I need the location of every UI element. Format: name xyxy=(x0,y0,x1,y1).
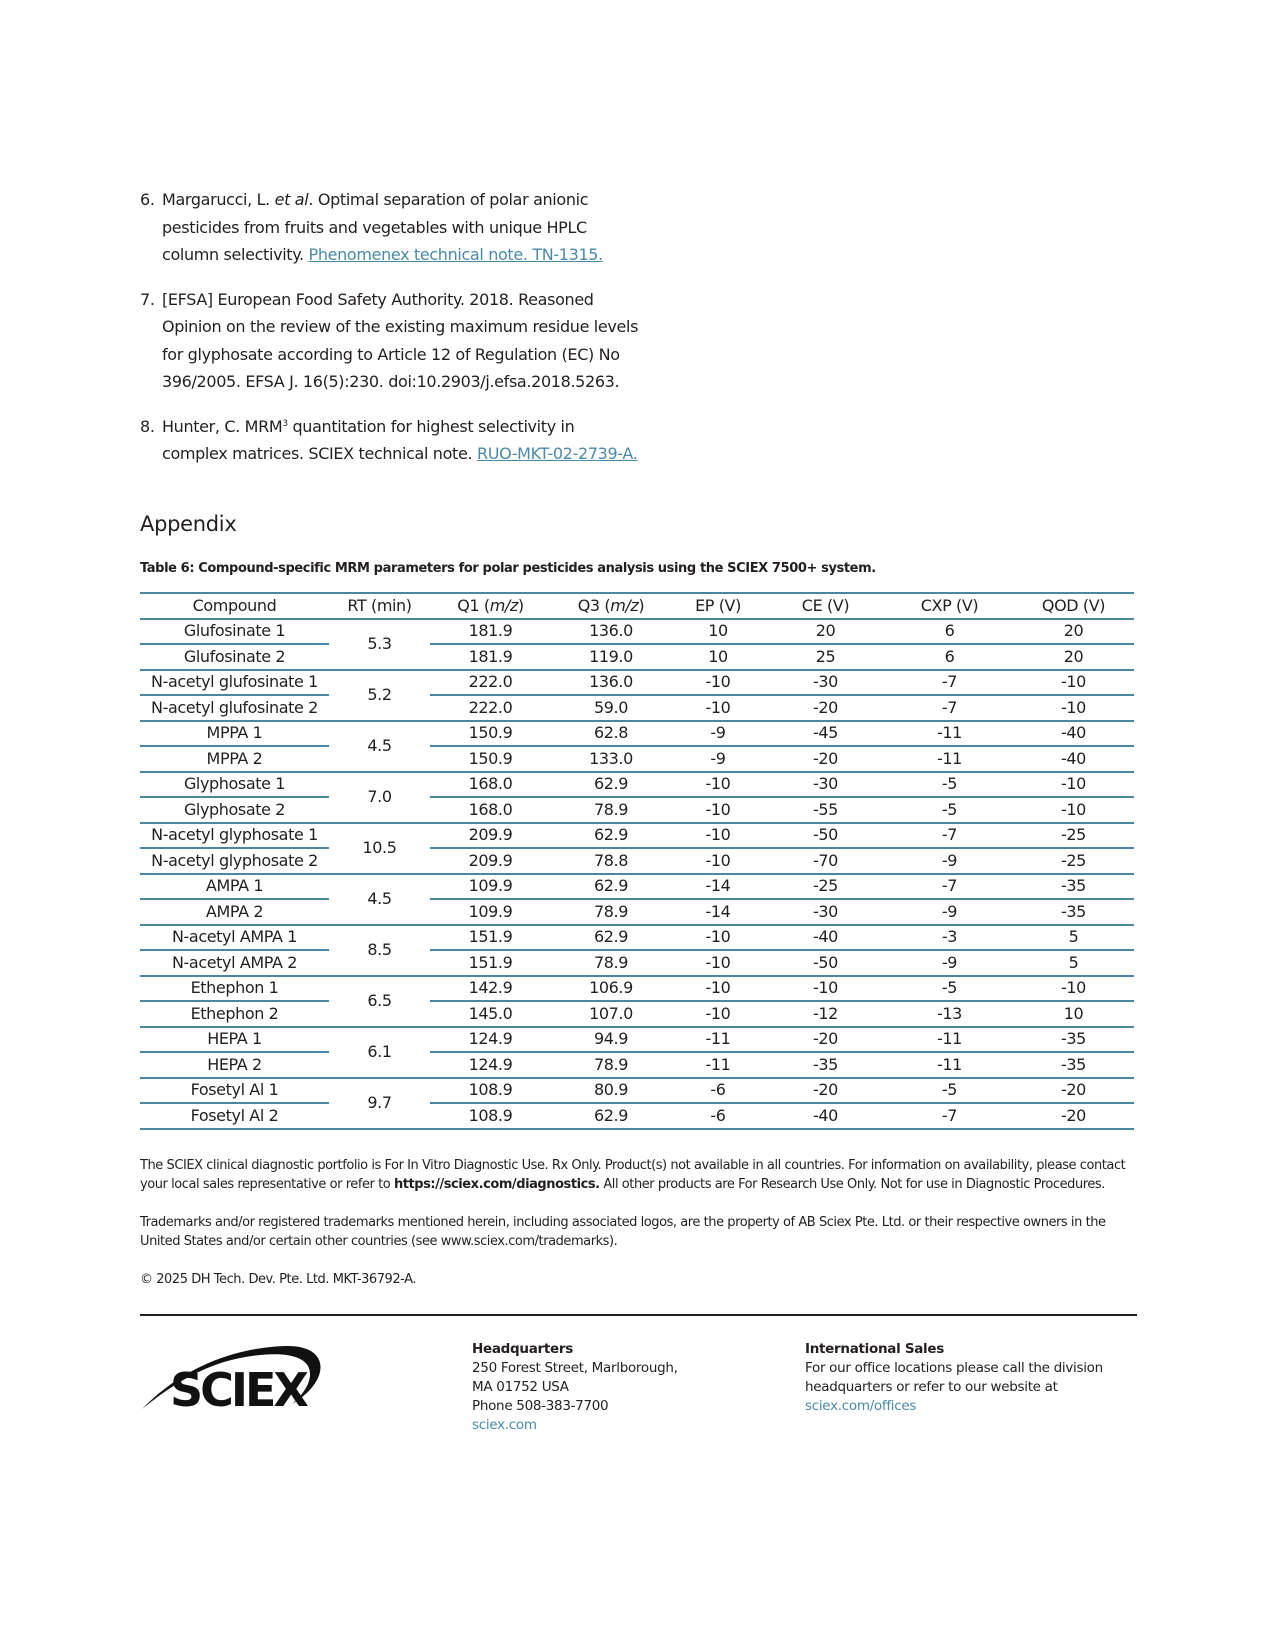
cell-compound: Fosetyl Al 1 xyxy=(140,1078,329,1104)
cell-cxp: -11 xyxy=(886,746,1013,772)
copyright-notice: © 2025 DH Tech. Dev. Pte. Ltd. MKT-36792-A. xyxy=(140,1272,417,1287)
cell-compound: Ethephon 2 xyxy=(140,1001,329,1027)
cell-ce: -25 xyxy=(765,874,886,900)
cell-q3: 62.8 xyxy=(551,721,671,747)
cell-ce: -30 xyxy=(765,899,886,925)
cell-q3: 62.9 xyxy=(551,772,671,798)
cell-q1: 109.9 xyxy=(430,874,551,900)
cell-ep: -11 xyxy=(671,1027,765,1053)
table-row xyxy=(140,925,1134,951)
international-sales-line1: For our office locations please call the division xyxy=(805,1360,1103,1376)
cell-cxp: -7 xyxy=(886,670,1013,696)
reference-number: 8. xyxy=(140,416,155,436)
cell-qod: -10 xyxy=(1013,797,1134,823)
cell-rt: 5.3 xyxy=(329,619,430,670)
cell-ep: -10 xyxy=(671,670,765,696)
cell-q3: 62.9 xyxy=(551,874,671,900)
reference-number: 7. xyxy=(140,289,155,309)
cell-compound: AMPA 2 xyxy=(140,899,329,925)
cell-rt: 8.5 xyxy=(329,925,430,976)
reference-number: 6. xyxy=(140,190,155,209)
cell-cxp: -5 xyxy=(886,772,1013,798)
cell-compound: N-acetyl glyphosate 1 xyxy=(140,823,329,849)
international-sales-line2: headquarters or refer to our website at xyxy=(805,1379,1058,1395)
cell-q1: 151.9 xyxy=(430,925,551,951)
cell-qod: -20 xyxy=(1013,1078,1134,1104)
table-row xyxy=(140,976,1134,1002)
cell-cxp: -5 xyxy=(886,1078,1013,1104)
disclaimer-text: The SCIEX clinical diagnostic portfolio is For In Vitro Diagnostic Use. Rx Only. Product(s) not available in all countries. For information on availability, please contact your local sales representative or refer to xyxy=(140,1158,1126,1192)
cell-q3: 78.9 xyxy=(551,1052,671,1078)
cell-ep: -10 xyxy=(671,695,765,721)
cell-cxp: -5 xyxy=(886,976,1013,1002)
cell-ep: 10 xyxy=(671,644,765,670)
cell-q3: 94.9 xyxy=(551,1027,671,1053)
diagnostics-disclaimer xyxy=(140,1156,1140,1194)
headquarters-phone: Phone 508-383-7700 xyxy=(472,1398,609,1414)
reference-author: Margarucci, L. xyxy=(162,190,270,209)
cell-ce: -12 xyxy=(765,1001,886,1027)
mrm-parameters-table xyxy=(140,592,1134,1130)
cell-compound: HEPA 1 xyxy=(140,1027,329,1053)
table-row xyxy=(140,1027,1134,1053)
cell-cxp: -11 xyxy=(886,721,1013,747)
cell-qod: -10 xyxy=(1013,695,1134,721)
cell-q1: 222.0 xyxy=(430,695,551,721)
cell-q1: 209.9 xyxy=(430,848,551,874)
cell-q1: 145.0 xyxy=(430,1001,551,1027)
cell-ce: 20 xyxy=(765,619,886,645)
cell-cxp: -9 xyxy=(886,950,1013,976)
cell-ce: -50 xyxy=(765,950,886,976)
cell-cxp: -7 xyxy=(886,1103,1013,1129)
cell-qod: 20 xyxy=(1013,619,1134,645)
cell-qod: -10 xyxy=(1013,976,1134,1002)
disclaimer-text: All other products are For Research Use Only. Not for use in Diagnostic Procedures. xyxy=(599,1177,1105,1192)
cell-ce: -40 xyxy=(765,925,886,951)
cell-q1: 150.9 xyxy=(430,746,551,772)
cell-cxp: -3 xyxy=(886,925,1013,951)
cell-q3: 62.9 xyxy=(551,1103,671,1129)
column-header-cxp: CXP (V) xyxy=(886,593,1013,619)
table-body xyxy=(140,619,1134,1129)
cell-q3: 78.8 xyxy=(551,848,671,874)
cell-compound: N-acetyl glufosinate 2 xyxy=(140,695,329,721)
cell-rt: 6.5 xyxy=(329,976,430,1027)
cell-q3: 80.9 xyxy=(551,1078,671,1104)
cell-ce: -20 xyxy=(765,746,886,772)
cell-cxp: -7 xyxy=(886,823,1013,849)
cell-cxp: -13 xyxy=(886,1001,1013,1027)
cell-qod: 20 xyxy=(1013,644,1134,670)
cell-compound: N-acetyl AMPA 1 xyxy=(140,925,329,951)
cell-q1: 222.0 xyxy=(430,670,551,696)
table-row xyxy=(140,619,1134,645)
cell-ep: -10 xyxy=(671,925,765,951)
cell-rt: 9.7 xyxy=(329,1078,430,1129)
headquarters-address-line1: 250 Forest Street, Marlborough, xyxy=(472,1360,678,1376)
table-row xyxy=(140,695,1134,721)
cell-compound: N-acetyl AMPA 2 xyxy=(140,950,329,976)
cell-ce: -20 xyxy=(765,1027,886,1053)
cell-ce: -30 xyxy=(765,670,886,696)
cell-qod: -25 xyxy=(1013,823,1134,849)
cell-q1: 124.9 xyxy=(430,1052,551,1078)
table-row xyxy=(140,823,1134,849)
cell-q3: 133.0 xyxy=(551,746,671,772)
column-header-compound: Compound xyxy=(140,593,329,619)
reference-body: Hunter, C. MRM xyxy=(162,416,283,436)
cell-q1: 181.9 xyxy=(430,619,551,645)
cell-cxp: -11 xyxy=(886,1027,1013,1053)
reference-text: [EFSA] European Food Safety Authority. 2018. Reasoned Opinion on the review of the existing maximum residue levels for glyphosate according to Article 12 of Regulation (EC) No 396/2005. EFSA J. 16(5):230. doi:10.2903/j.efsa.2018.5263. xyxy=(162,289,639,391)
cell-q3: 59.0 xyxy=(551,695,671,721)
cell-rt: 6.1 xyxy=(329,1027,430,1078)
cell-qod: -40 xyxy=(1013,746,1134,772)
cell-compound: Glyphosate 1 xyxy=(140,772,329,798)
diagnostics-link[interactable]: https://sciex.com/diagnostics. xyxy=(393,1177,600,1192)
references-list xyxy=(140,186,640,485)
cell-ep: -9 xyxy=(671,746,765,772)
column-header-rt: RT (min) xyxy=(329,593,430,619)
cell-q3: 62.9 xyxy=(551,925,671,951)
cell-rt: 7.0 xyxy=(329,772,430,823)
cell-q3: 136.0 xyxy=(551,670,671,696)
cell-compound: N-acetyl glyphosate 2 xyxy=(140,848,329,874)
table-row xyxy=(140,746,1134,772)
column-header-ep: EP (V) xyxy=(671,593,765,619)
sciex-logo xyxy=(140,1340,325,1412)
cell-rt: 4.5 xyxy=(329,874,430,925)
offices-link[interactable]: sciex.com/offices xyxy=(805,1398,917,1414)
cell-qod: -10 xyxy=(1013,670,1134,696)
cell-qod: 5 xyxy=(1013,925,1134,951)
reference-7 xyxy=(140,286,640,396)
cell-q3: 78.9 xyxy=(551,950,671,976)
cell-q3: 106.9 xyxy=(551,976,671,1002)
cell-q3: 107.0 xyxy=(551,1001,671,1027)
cell-q1: 209.9 xyxy=(430,823,551,849)
cell-cxp: -5 xyxy=(886,797,1013,823)
footer-divider xyxy=(140,1314,1137,1316)
cell-q3: 119.0 xyxy=(551,644,671,670)
logo-wordmark: SCIEX xyxy=(170,1363,306,1412)
reference-body: quantitation for highest selectivity in complex matrices. SCIEX technical note. xyxy=(162,416,575,463)
cell-cxp: -7 xyxy=(886,695,1013,721)
cell-q1: 108.9 xyxy=(430,1078,551,1104)
cell-ep: -10 xyxy=(671,823,765,849)
reference-6 xyxy=(140,186,640,269)
cell-qod: -35 xyxy=(1013,874,1134,900)
cell-ce: -20 xyxy=(765,1078,886,1104)
cell-compound: MPPA 1 xyxy=(140,721,329,747)
cell-q1: 124.9 xyxy=(430,1027,551,1053)
table-row xyxy=(140,1103,1134,1129)
cell-ce: -70 xyxy=(765,848,886,874)
table-row xyxy=(140,848,1134,874)
cell-ep: -9 xyxy=(671,721,765,747)
reference-etal: et al xyxy=(274,190,309,209)
table-caption: Table 6: Compound-specific MRM parameters for polar pesticides analysis using the SCIEX 7500+ system. xyxy=(140,561,876,576)
cell-q1: 151.9 xyxy=(430,950,551,976)
cell-ce: -50 xyxy=(765,823,886,849)
cell-cxp: -9 xyxy=(886,848,1013,874)
table-row xyxy=(140,644,1134,670)
international-sales-heading: International Sales xyxy=(805,1341,944,1357)
cell-compound: Glyphosate 2 xyxy=(140,797,329,823)
cell-ep: -10 xyxy=(671,1001,765,1027)
cell-rt: 4.5 xyxy=(329,721,430,772)
table-row xyxy=(140,899,1134,925)
cell-q1: 142.9 xyxy=(430,976,551,1002)
column-header-ce: CE (V) xyxy=(765,593,886,619)
cell-ce: -35 xyxy=(765,1052,886,1078)
cell-q1: 108.9 xyxy=(430,1103,551,1129)
table-row xyxy=(140,950,1134,976)
cell-qod: -35 xyxy=(1013,899,1134,925)
headquarters-heading: Headquarters xyxy=(472,1341,573,1357)
column-header-qod: QOD (V) xyxy=(1013,593,1134,619)
cell-ce: -40 xyxy=(765,1103,886,1129)
cell-ce: -55 xyxy=(765,797,886,823)
sciex-website-link[interactable]: sciex.com xyxy=(472,1417,537,1433)
table-row xyxy=(140,1078,1134,1104)
reference-body: . Optimal separation of polar anionic pesticides from fruits and vegetables with unique HPLC column selectivity. xyxy=(162,190,589,264)
cell-ce: 25 xyxy=(765,644,886,670)
headquarters-block xyxy=(472,1340,752,1435)
cell-compound: Glufosinate 1 xyxy=(140,619,329,645)
column-header-q1: Q1 (m/z) xyxy=(430,593,551,619)
cell-ep: 10 xyxy=(671,619,765,645)
cell-qod: -20 xyxy=(1013,1103,1134,1129)
reference-text xyxy=(162,413,640,468)
cell-ce: -20 xyxy=(765,695,886,721)
cell-qod: 5 xyxy=(1013,950,1134,976)
cell-compound: Fosetyl Al 2 xyxy=(140,1103,329,1129)
reference-link[interactable]: Phenomenex technical note. TN-1315. xyxy=(308,245,603,264)
column-header-q3: Q3 (m/z) xyxy=(551,593,671,619)
reference-8 xyxy=(140,413,640,468)
cell-ep: -11 xyxy=(671,1052,765,1078)
table-row xyxy=(140,670,1134,696)
cell-ce: -45 xyxy=(765,721,886,747)
cell-ep: -14 xyxy=(671,874,765,900)
cell-cxp: -9 xyxy=(886,899,1013,925)
headquarters-address-line2: MA 01752 USA xyxy=(472,1379,569,1395)
cell-ep: -10 xyxy=(671,976,765,1002)
cell-ep: -10 xyxy=(671,950,765,976)
trademarks-notice: Trademarks and/or registered trademarks mentioned herein, including associated logos, are the property of AB Sciex Pte. Ltd. or their respective owners in the United States and/or certain other countries (see www.sciex.com/trademarks). xyxy=(140,1215,1106,1249)
cell-compound: Glufosinate 2 xyxy=(140,644,329,670)
cell-ce: -10 xyxy=(765,976,886,1002)
cell-qod: -25 xyxy=(1013,848,1134,874)
cell-cxp: -7 xyxy=(886,874,1013,900)
table-row xyxy=(140,874,1134,900)
cell-rt: 5.2 xyxy=(329,670,430,721)
cell-ep: -6 xyxy=(671,1103,765,1129)
cell-compound: MPPA 2 xyxy=(140,746,329,772)
cell-ep: -10 xyxy=(671,772,765,798)
cell-cxp: -11 xyxy=(886,1052,1013,1078)
cell-q1: 181.9 xyxy=(430,644,551,670)
international-sales-block xyxy=(805,1340,1105,1416)
cell-q3: 78.9 xyxy=(551,899,671,925)
cell-q3: 136.0 xyxy=(551,619,671,645)
table-row xyxy=(140,797,1134,823)
cell-compound: AMPA 1 xyxy=(140,874,329,900)
cell-ep: -10 xyxy=(671,848,765,874)
cell-ep: -14 xyxy=(671,899,765,925)
table-row xyxy=(140,1052,1134,1078)
cell-compound: N-acetyl glufosinate 1 xyxy=(140,670,329,696)
cell-rt: 10.5 xyxy=(329,823,430,874)
reference-text xyxy=(162,186,640,269)
cell-ce: -30 xyxy=(765,772,886,798)
cell-qod: 10 xyxy=(1013,1001,1134,1027)
table-row xyxy=(140,721,1134,747)
cell-q3: 62.9 xyxy=(551,823,671,849)
cell-compound: Ethephon 1 xyxy=(140,976,329,1002)
cell-cxp: 6 xyxy=(886,644,1013,670)
cell-ep: -6 xyxy=(671,1078,765,1104)
cell-qod: -35 xyxy=(1013,1027,1134,1053)
cell-cxp: 6 xyxy=(886,619,1013,645)
cell-qod: -10 xyxy=(1013,772,1134,798)
cell-qod: -35 xyxy=(1013,1052,1134,1078)
cell-q1: 168.0 xyxy=(430,797,551,823)
cell-q3: 78.9 xyxy=(551,797,671,823)
cell-compound: HEPA 2 xyxy=(140,1052,329,1078)
cell-ep: -10 xyxy=(671,797,765,823)
appendix-heading: Appendix xyxy=(140,512,237,536)
cell-q1: 109.9 xyxy=(430,899,551,925)
cell-q1: 168.0 xyxy=(430,772,551,798)
superscript: 3 xyxy=(282,418,288,429)
table-row xyxy=(140,1001,1134,1027)
table-row xyxy=(140,772,1134,798)
table-header-row xyxy=(140,593,1134,619)
cell-q1: 150.9 xyxy=(430,721,551,747)
cell-qod: -40 xyxy=(1013,721,1134,747)
reference-link[interactable]: RUO-MKT-02-2739-A. xyxy=(476,444,638,463)
